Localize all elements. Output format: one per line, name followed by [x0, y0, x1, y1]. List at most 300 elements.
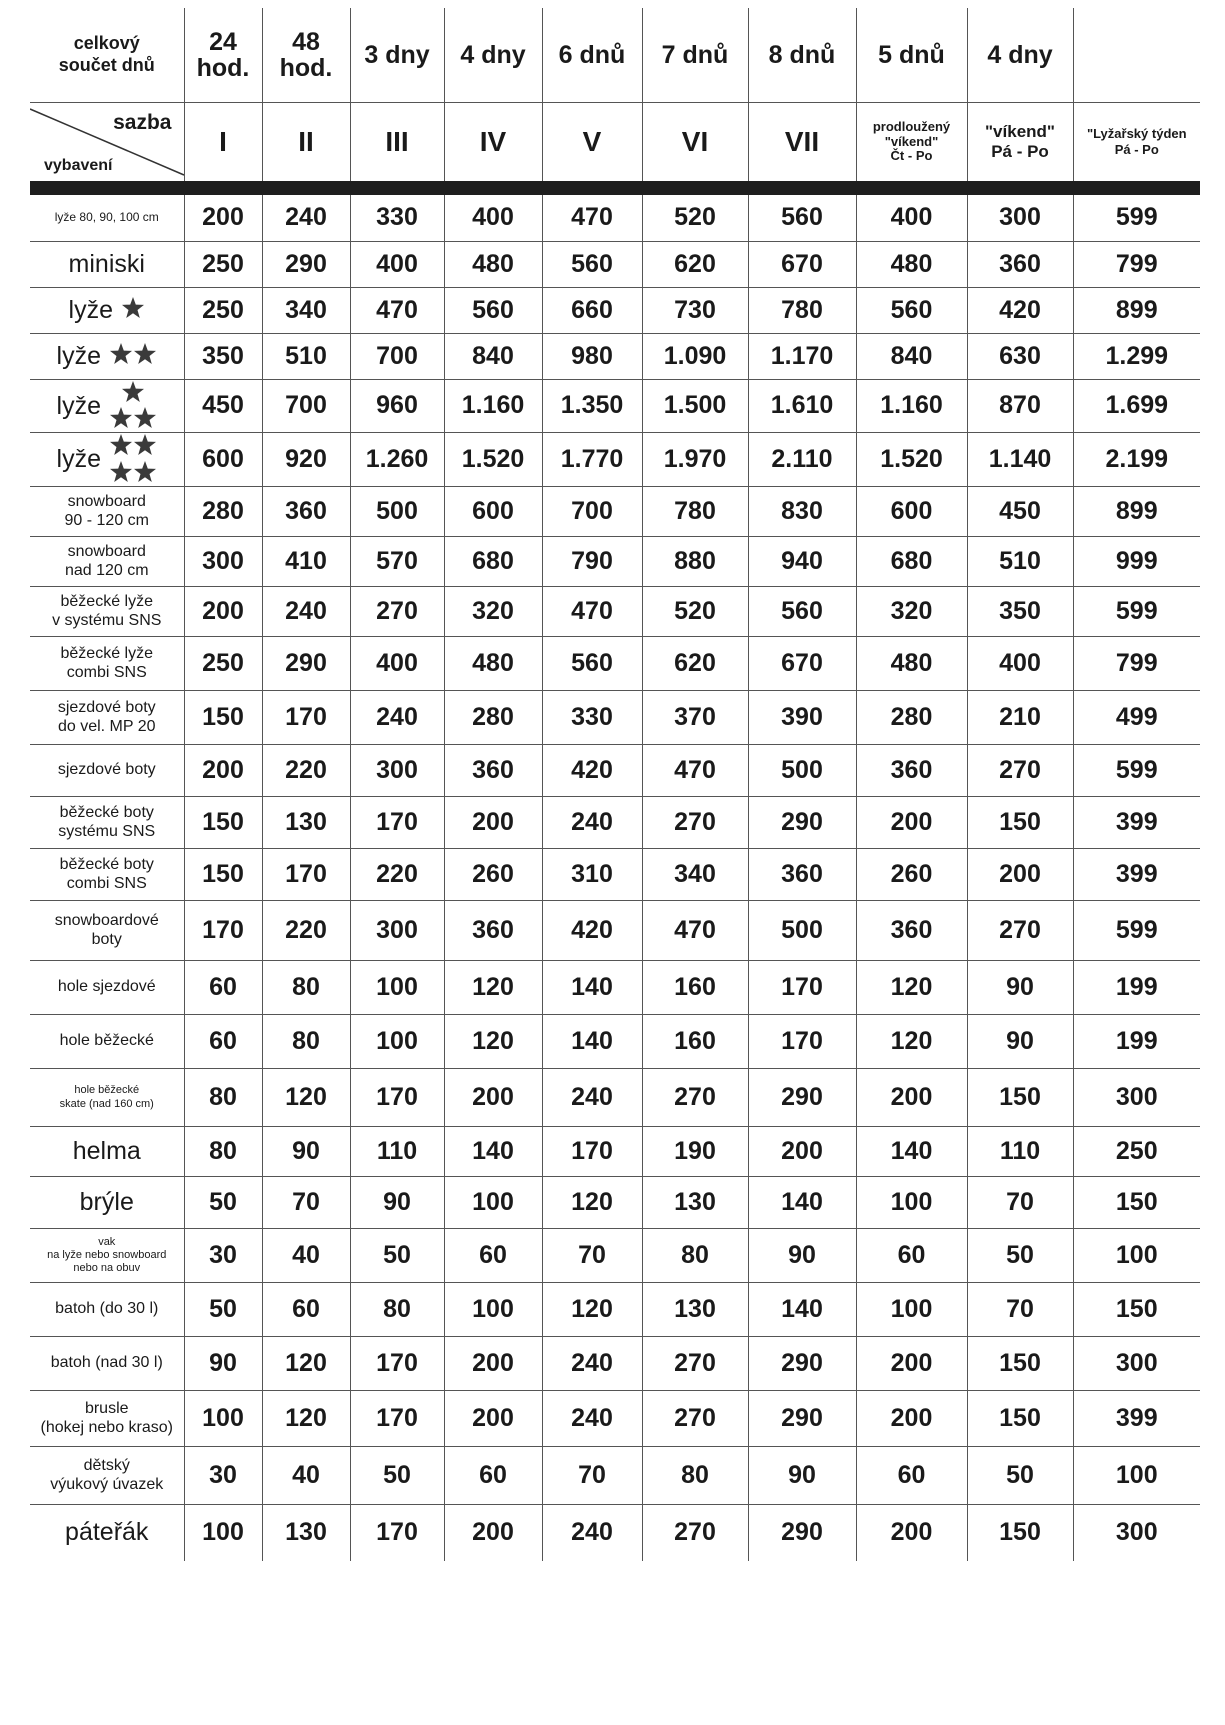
- price-cell: 100: [1073, 1447, 1200, 1505]
- price-cell: 370: [642, 691, 748, 745]
- equipment-name-cell: snowboardové boty: [30, 901, 184, 961]
- price-cell: 120: [542, 1283, 642, 1337]
- price-cell: 80: [350, 1283, 444, 1337]
- price-cell: 510: [262, 333, 350, 379]
- price-cell: 170: [350, 1391, 444, 1447]
- price-cell: 1.520: [856, 433, 967, 487]
- price-cell: 320: [444, 587, 542, 637]
- price-cell: 100: [184, 1505, 262, 1561]
- header-days-row: [30, 8, 1200, 103]
- price-cell: 1.770: [542, 433, 642, 487]
- header-days-col-2: 48 hod.: [262, 8, 350, 103]
- price-cell: 390: [748, 691, 856, 745]
- header-rate-col-4: IV: [444, 103, 542, 182]
- price-cell: 480: [856, 637, 967, 691]
- header-rate-col-8: prodloužený "víkend" Čt - Po: [856, 103, 967, 182]
- price-cell: 140: [748, 1177, 856, 1229]
- header-days-col-9: 4 dny: [967, 8, 1073, 103]
- price-cell: 620: [642, 241, 748, 287]
- header-days-col-1: 24 hod.: [184, 8, 262, 103]
- equipment-name: lyže: [56, 391, 101, 420]
- price-cell: 480: [856, 241, 967, 287]
- price-cell: 1.500: [642, 379, 748, 433]
- price-cell: 520: [642, 587, 748, 637]
- price-cell: 100: [184, 1391, 262, 1447]
- price-cell: 220: [350, 849, 444, 901]
- price-cell: 50: [967, 1229, 1073, 1283]
- price-cell: 330: [542, 691, 642, 745]
- price-cell: 400: [350, 241, 444, 287]
- price-cell: 270: [642, 1069, 748, 1127]
- price-cell: 999: [1073, 537, 1200, 587]
- price-cell: 630: [967, 333, 1073, 379]
- price-cell: 310: [542, 849, 642, 901]
- price-cell: 210: [967, 691, 1073, 745]
- price-cell: 60: [856, 1447, 967, 1505]
- price-cell: 560: [748, 195, 856, 241]
- price-cell: 100: [856, 1177, 967, 1229]
- equipment-name-cell: hole běžecké skate (nad 160 cm): [30, 1069, 184, 1127]
- price-cell: 1.160: [856, 379, 967, 433]
- price-cell: 560: [856, 287, 967, 333]
- equipment-name-cell: páteřák: [30, 1505, 184, 1561]
- header-rate-col-5: V: [542, 103, 642, 182]
- price-cell: 300: [1073, 1337, 1200, 1391]
- table-row: [30, 195, 1200, 241]
- price-cell: 2.199: [1073, 433, 1200, 487]
- price-cell: 700: [542, 487, 642, 537]
- price-cell: 840: [856, 333, 967, 379]
- price-cell: 799: [1073, 241, 1200, 287]
- price-cell: 140: [444, 1127, 542, 1177]
- price-cell: 920: [262, 433, 350, 487]
- price-cell: 270: [642, 797, 748, 849]
- price-cell: 170: [350, 797, 444, 849]
- price-cell: 240: [542, 1337, 642, 1391]
- price-cell: 250: [184, 241, 262, 287]
- price-cell: 240: [262, 587, 350, 637]
- price-cell: 80: [262, 1015, 350, 1069]
- price-cell: 200: [856, 1069, 967, 1127]
- header-days-col-10: [1073, 8, 1200, 103]
- price-cell: 280: [856, 691, 967, 745]
- price-cell: 200: [748, 1127, 856, 1177]
- price-cell: 599: [1073, 745, 1200, 797]
- price-cell: 599: [1073, 587, 1200, 637]
- price-cell: 470: [350, 287, 444, 333]
- price-cell: 1.970: [642, 433, 748, 487]
- price-cell: 560: [444, 287, 542, 333]
- price-cell: 420: [542, 745, 642, 797]
- equipment-name-cell: [30, 287, 184, 333]
- price-cell: 220: [262, 745, 350, 797]
- price-cell: 270: [642, 1337, 748, 1391]
- table-row: [30, 1505, 1200, 1561]
- price-cell: 360: [748, 849, 856, 901]
- price-cell: 80: [184, 1127, 262, 1177]
- price-cell: 799: [1073, 637, 1200, 691]
- price-cell: 40: [262, 1447, 350, 1505]
- price-cell: 200: [444, 1337, 542, 1391]
- price-cell: 150: [967, 1069, 1073, 1127]
- equipment-name: lyže: [56, 445, 101, 474]
- price-cell: 400: [967, 637, 1073, 691]
- header-days-col-5: 6 dnů: [542, 8, 642, 103]
- price-cell: 120: [262, 1391, 350, 1447]
- header-rate-col-7: VII: [748, 103, 856, 182]
- equipment-name-cell: vak na lyže nebo snowboard nebo na obuv: [30, 1229, 184, 1283]
- price-cell: 199: [1073, 1015, 1200, 1069]
- table-row: [30, 1337, 1200, 1391]
- equipment-label: vybavení: [44, 157, 113, 174]
- price-cell: 340: [642, 849, 748, 901]
- price-cell: 960: [350, 379, 444, 433]
- table-row: [30, 691, 1200, 745]
- price-cell: 290: [262, 241, 350, 287]
- header-days-col-4: 4 dny: [444, 8, 542, 103]
- price-cell: 160: [642, 961, 748, 1015]
- price-cell: 940: [748, 537, 856, 587]
- price-cell: 30: [184, 1447, 262, 1505]
- price-cell: 1.350: [542, 379, 642, 433]
- price-cell: 70: [967, 1283, 1073, 1337]
- price-cell: 290: [262, 637, 350, 691]
- price-cell: 170: [350, 1337, 444, 1391]
- table-row: [30, 241, 1200, 287]
- price-cell: 70: [967, 1177, 1073, 1229]
- price-cell: 50: [350, 1229, 444, 1283]
- price-cell: 280: [184, 487, 262, 537]
- price-cell: 240: [542, 1391, 642, 1447]
- price-cell: 290: [748, 1337, 856, 1391]
- header-rate-col-2: II: [262, 103, 350, 182]
- price-cell: 200: [856, 797, 967, 849]
- rate-label: sazba: [113, 111, 172, 134]
- price-cell: 140: [748, 1283, 856, 1337]
- price-cell: 90: [748, 1229, 856, 1283]
- price-cell: 350: [184, 333, 262, 379]
- header-rate-col-10: "Lyžařský týden Pá - Po: [1086, 126, 1187, 157]
- price-cell: 500: [350, 487, 444, 537]
- price-cell: 290: [748, 1505, 856, 1561]
- price-cell: 620: [642, 637, 748, 691]
- price-cell: 240: [350, 691, 444, 745]
- table-row: [30, 287, 1200, 333]
- rental-price-table: [30, 8, 1200, 1561]
- price-cell: 120: [542, 1177, 642, 1229]
- price-cell: 140: [542, 1015, 642, 1069]
- price-cell: 480: [444, 241, 542, 287]
- table-row: [30, 1283, 1200, 1337]
- price-cell: 120: [444, 961, 542, 1015]
- price-cell: 220: [262, 901, 350, 961]
- price-cell: 330: [350, 195, 444, 241]
- table-row: [30, 961, 1200, 1015]
- price-cell: 680: [444, 537, 542, 587]
- price-cell: 90: [350, 1177, 444, 1229]
- equipment-name-cell: běžecké lyže v systému SNS: [30, 587, 184, 637]
- price-cell: 100: [350, 961, 444, 1015]
- equipment-name-cell: sjezdové boty: [30, 745, 184, 797]
- quality-stars-3-icon: [109, 380, 157, 433]
- table-row: [30, 1177, 1200, 1229]
- price-cell: 300: [350, 901, 444, 961]
- price-cell: 899: [1073, 287, 1200, 333]
- equipment-name-cell: batoh (nad 30 l): [30, 1337, 184, 1391]
- price-cell: 400: [350, 637, 444, 691]
- quality-stars-1-icon: [121, 296, 145, 324]
- price-cell: 730: [642, 287, 748, 333]
- price-cell: 300: [967, 195, 1073, 241]
- price-cell: 660: [542, 287, 642, 333]
- equipment-name-cell: [30, 433, 184, 487]
- table-row: [30, 901, 1200, 961]
- price-cell: 60: [856, 1229, 967, 1283]
- equipment-name-cell: brýle: [30, 1177, 184, 1229]
- price-cell: 700: [350, 333, 444, 379]
- price-cell: 1.170: [748, 333, 856, 379]
- price-cell: 670: [748, 637, 856, 691]
- price-cell: 200: [444, 797, 542, 849]
- price-cell: 120: [262, 1069, 350, 1127]
- price-cell: 410: [262, 537, 350, 587]
- header-rate-col-9: "víkend" Pá - Po: [967, 103, 1073, 182]
- price-cell: 510: [967, 537, 1073, 587]
- price-cell: 150: [967, 1391, 1073, 1447]
- price-cell: 600: [444, 487, 542, 537]
- price-cell: 500: [748, 745, 856, 797]
- price-cell: 280: [444, 691, 542, 745]
- price-cell: 170: [262, 691, 350, 745]
- price-cell: 600: [856, 487, 967, 537]
- price-cell: 130: [642, 1177, 748, 1229]
- price-cell: 300: [1115, 1518, 1158, 1547]
- price-cell: 90: [967, 1015, 1073, 1069]
- price-cell: 80: [262, 961, 350, 1015]
- price-cell: 170: [748, 1015, 856, 1069]
- price-cell: 150: [1073, 1177, 1200, 1229]
- price-cell: 320: [856, 587, 967, 637]
- table-row: [30, 433, 1200, 487]
- price-cell: 560: [542, 637, 642, 691]
- price-cell: 50: [184, 1283, 262, 1337]
- price-cell: 2.110: [748, 433, 856, 487]
- price-cell: 1.699: [1073, 379, 1200, 433]
- price-cell: 560: [748, 587, 856, 637]
- equipment-name-cell: [30, 379, 184, 433]
- price-cell: 870: [967, 379, 1073, 433]
- price-cell: 420: [967, 287, 1073, 333]
- price-cell: 100: [444, 1177, 542, 1229]
- price-cell: 899: [1073, 487, 1200, 537]
- price-cell: 90: [967, 961, 1073, 1015]
- table-row: [30, 379, 1200, 433]
- price-cell: 1.140: [967, 433, 1073, 487]
- price-cell: 340: [262, 287, 350, 333]
- price-cell: 110: [350, 1127, 444, 1177]
- table-row: [30, 333, 1200, 379]
- price-cell: 240: [542, 1505, 642, 1561]
- price-cell: 1.160: [444, 379, 542, 433]
- price-cell: 499: [1073, 691, 1200, 745]
- price-cell: 40: [262, 1229, 350, 1283]
- price-cell: 399: [1073, 849, 1200, 901]
- price-cell: 360: [967, 241, 1073, 287]
- price-cell: 150: [184, 849, 262, 901]
- price-cell: 790: [542, 537, 642, 587]
- price-cell: 470: [642, 745, 748, 797]
- price-cell: 50: [967, 1447, 1073, 1505]
- equipment-name-cell: dětský výukový úvazek: [30, 1447, 184, 1505]
- price-cell: 200: [184, 195, 262, 241]
- table-row: [30, 537, 1200, 587]
- price-cell: 150: [184, 691, 262, 745]
- price-cell: 270: [350, 587, 444, 637]
- price-cell: 150: [1073, 1283, 1200, 1337]
- table-row: [30, 587, 1200, 637]
- price-cell: 250: [1073, 1127, 1200, 1177]
- price-cell: 360: [444, 745, 542, 797]
- price-cell: 100: [444, 1283, 542, 1337]
- price-cell: 200: [856, 1505, 967, 1561]
- price-cell: 980: [542, 333, 642, 379]
- price-cell: 200: [856, 1337, 967, 1391]
- price-cell: 399: [1073, 797, 1200, 849]
- price-cell: 240: [542, 1069, 642, 1127]
- price-cell: 200: [444, 1391, 542, 1447]
- header-days-col-7: 8 dnů: [748, 8, 856, 103]
- price-cell: 250: [184, 637, 262, 691]
- equipment-name-cell: běžecké lyže combi SNS: [30, 637, 184, 691]
- price-cell: 140: [856, 1127, 967, 1177]
- table-row: [30, 1127, 1200, 1177]
- price-cell: 90: [262, 1127, 350, 1177]
- price-cell: 30: [184, 1229, 262, 1283]
- price-cell: 120: [856, 961, 967, 1015]
- price-cell: 130: [262, 1505, 350, 1561]
- price-cell: 70: [262, 1177, 350, 1229]
- price-cell: 70: [542, 1229, 642, 1283]
- price-cell: 170: [350, 1069, 444, 1127]
- price-cell: 680: [856, 537, 967, 587]
- price-cell: 130: [642, 1283, 748, 1337]
- header-days-col-3: 3 dny: [350, 8, 444, 103]
- equipment-name-cell: běžecké boty combi SNS: [30, 849, 184, 901]
- price-cell: 60: [444, 1447, 542, 1505]
- price-cell: 100: [856, 1283, 967, 1337]
- price-cell: 150: [184, 797, 262, 849]
- price-cell: 240: [542, 797, 642, 849]
- price-cell: 600: [184, 433, 262, 487]
- header-rate-col-1: I: [184, 103, 262, 182]
- table-row: [30, 1229, 1200, 1283]
- price-cell: 780: [642, 487, 748, 537]
- price-cell: 130: [262, 797, 350, 849]
- price-cell: 240: [262, 195, 350, 241]
- equipment-name-cell: miniski: [30, 241, 184, 287]
- quality-stars-4-icon: [109, 433, 157, 486]
- header-separator-bar: [30, 181, 1200, 195]
- price-cell: 360: [856, 901, 967, 961]
- price-cell: 50: [350, 1447, 444, 1505]
- header-rate-col-6: VI: [642, 103, 748, 182]
- price-cell: 200: [856, 1391, 967, 1447]
- price-cell: 199: [1073, 961, 1200, 1015]
- price-cell: 450: [967, 487, 1073, 537]
- price-cell: 170: [350, 1505, 444, 1561]
- price-cell: 780: [748, 287, 856, 333]
- table-row: [30, 1069, 1200, 1127]
- table-row: [30, 1391, 1200, 1447]
- table-row: [30, 637, 1200, 691]
- equipment-name-cell: brusle (hokej nebo kraso): [30, 1391, 184, 1447]
- price-cell: 840: [444, 333, 542, 379]
- price-cell: 470: [642, 901, 748, 961]
- price-cell: 80: [642, 1447, 748, 1505]
- price-cell: 570: [350, 537, 444, 587]
- price-cell: 260: [444, 849, 542, 901]
- price-cell: 350: [967, 587, 1073, 637]
- price-cell: 170: [262, 849, 350, 901]
- price-cell: 60: [184, 1015, 262, 1069]
- equipment-name-cell: hole běžecké: [30, 1015, 184, 1069]
- price-cell: 100: [350, 1015, 444, 1069]
- price-cell: 450: [184, 379, 262, 433]
- price-cell: 270: [642, 1505, 748, 1561]
- price-cell: 170: [184, 901, 262, 961]
- price-cell: 290: [748, 1391, 856, 1447]
- price-cell: 80: [642, 1229, 748, 1283]
- price-cell: 160: [642, 1015, 748, 1069]
- price-cell: 480: [444, 637, 542, 691]
- corner-diagonal-cell: [30, 103, 184, 182]
- price-cell: 90: [748, 1447, 856, 1505]
- price-cell: 360: [444, 901, 542, 961]
- table-row: [30, 1447, 1200, 1505]
- price-cell: 700: [262, 379, 350, 433]
- price-cell: 300: [350, 745, 444, 797]
- price-cell: 470: [542, 587, 642, 637]
- price-cell: 560: [542, 241, 642, 287]
- price-cell: 300: [184, 537, 262, 587]
- header-rate-col-3: III: [350, 103, 444, 182]
- equipment-name-cell: lyže 80, 90, 100 cm: [30, 195, 184, 241]
- price-cell: 670: [748, 241, 856, 287]
- price-cell: 200: [444, 1069, 542, 1127]
- header-days-col-6: 7 dnů: [642, 8, 748, 103]
- equipment-name: lyže: [68, 295, 113, 324]
- price-cell: 120: [262, 1337, 350, 1391]
- price-cell: 110: [967, 1127, 1073, 1177]
- price-cell: 360: [856, 745, 967, 797]
- table-row: [30, 797, 1200, 849]
- price-cell: 120: [856, 1015, 967, 1069]
- price-cell: 100: [1073, 1229, 1200, 1283]
- price-cell: 399: [1073, 1391, 1200, 1447]
- price-cell: 200: [967, 849, 1073, 901]
- price-cell: 70: [542, 1447, 642, 1505]
- price-cell: 80: [184, 1069, 262, 1127]
- price-cell: 1.610: [748, 379, 856, 433]
- price-cell: 200: [184, 745, 262, 797]
- table-row: [30, 1015, 1200, 1069]
- equipment-name-cell: snowboard 90 - 120 cm: [30, 487, 184, 537]
- price-cell: 250: [184, 287, 262, 333]
- price-cell: 170: [542, 1127, 642, 1177]
- price-cell: 599: [1073, 195, 1200, 241]
- price-cell: 599: [1073, 901, 1200, 961]
- price-cell: 200: [444, 1505, 542, 1561]
